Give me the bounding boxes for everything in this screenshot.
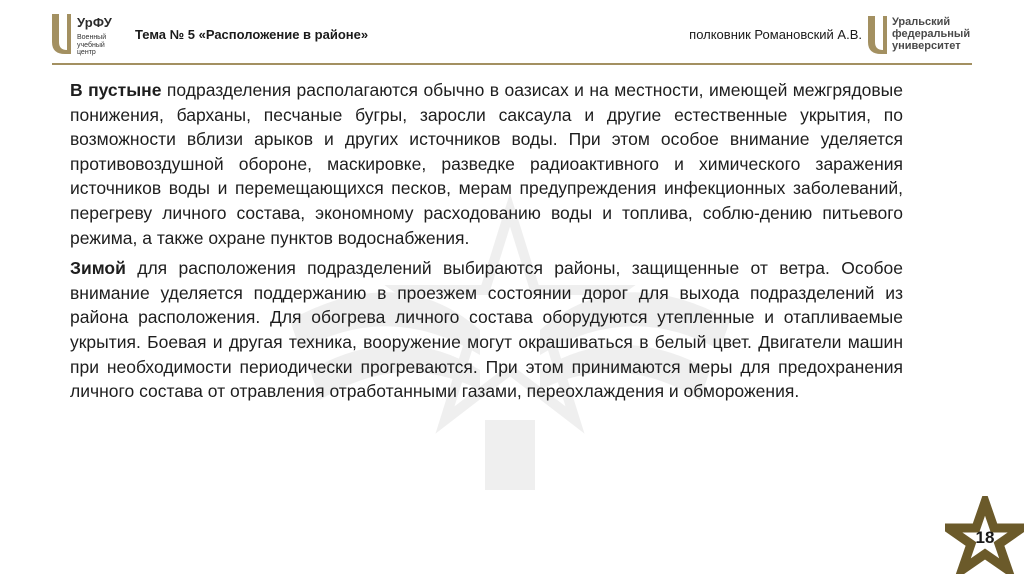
paragraph-desert-lead: В пустыне <box>70 80 162 100</box>
paragraph-winter-text: для расположения подразделений выбираются районы, защищенные от ветра. Особое внимание уделяется поддержанию в проезжем состоянии дорог для выхода подразделений из района расположения. Для обогрева личного состава оборудуются утепленные и отапливаемые укрытия. Боевая и другая техника, вооружение могут окрашиваться в белый цвет. Двигатели машин при необходимости периодически прогреваются. При этом принимаются меры для предохранения личного состава от отравления отработанными газами, переохлаждения и обморожения. <box>70 258 903 402</box>
slide-topic-title: Тема № 5 «Расположение в районе» <box>135 27 369 42</box>
paragraph-winter <box>70 256 903 404</box>
page-number: 18 <box>975 528 995 547</box>
slide-header <box>0 0 1024 64</box>
paragraph-desert-text: подразделения располагаются обычно в оазисах и на местности, имеющей межгрядовые понижения, барханы, песчаные бугры, заросли саксаула и другие естественные укрытия, по возможности вблизи арыков и других источников воды. При этом особое внимание уделяется противовоздушной обороне, маскировке, разведке радиоактивного и химического заражения источников воды и перемещающихся песков, мерам предупреждения инфекционных заболеваний, перегреву личного состава, экономному расходованию воды и топлива, соблю-дению питьевого режима, а также охране пунктов водоснабжения. <box>70 80 903 248</box>
header-divider <box>52 63 972 65</box>
paragraph-winter-lead: Зимой <box>70 258 126 279</box>
left-logo-subtitle: Военный учебный центр <box>77 34 107 56</box>
ural-federal-university-logo <box>866 14 976 56</box>
left-logo-name: УрФУ <box>77 15 113 30</box>
urfu-logo-icon <box>50 12 72 56</box>
university-logo-icon <box>866 14 888 56</box>
right-logo-name: Уральский федеральный университет <box>892 16 971 52</box>
slide-body <box>70 78 903 410</box>
author-name: полковник Романовский А.В. <box>689 27 862 42</box>
urfu-military-center-logo <box>50 12 120 56</box>
paragraph-desert <box>70 78 903 250</box>
